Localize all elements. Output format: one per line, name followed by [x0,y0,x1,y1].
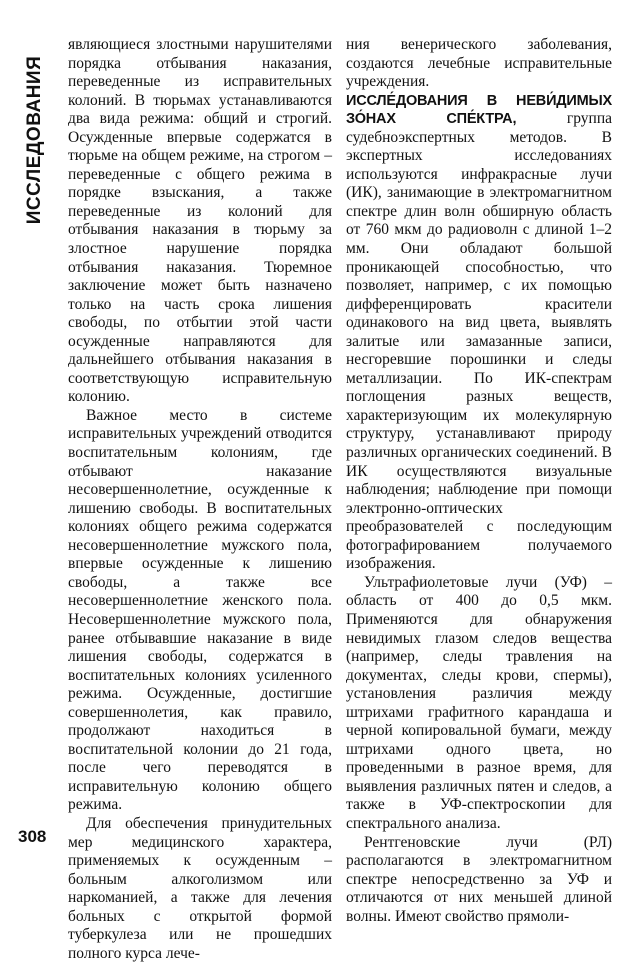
entry-body: группа судебноэкспертных методов. В экспертных исследованиях используются инфракрасные лучи (ИК), занимающие в электромагнитном спектре длин волн обширную область от 760 мкм до радиоволн с длиной 1–2 мм. Они обладают большой проникающей способностью, что позволяет, например, с их помощью дифференцировать красители одинакового на вид цвета, выявлять залитые или замазанные записи, несгоревшие порошинки и следы металлизации. По ИК-спектрам поглощения разных веществ, характеризующим их молекулярную структуру, устанавливают природу различных органических соединений. В ИК осуществляются визуальные наблюдения; наблюдение при помощи электронно-оптических преобразователей с последующим фотографированием получаемого изображения. [346,110,613,573]
running-header [22,40,48,240]
paragraph: Для обеспечения принудительных мер медицинского характера, применяемых к осужденным – больным алкоголизмом или наркоманией, а также для лечения больных с открытой формой туберкулеза или не прошедших полного курса лече- [68,814,332,962]
paragraph: Важное место в системе исправительных учреждений отводится воспитательным колониям, где отбывают наказание несовершеннолетние, осужденные к лишению свободы. В воспитательных колониях общего режима содержатся несовершеннолетние мужского пола, впервые осужденные к лишению свободы, а также все несовершеннолетние женского пола. Несовершеннолетние мужского пола, ранее отбывавшие наказание в виде лишения свободы, содержатся в воспитательных колониях усиленного режима. Осужденные, достигшие совершеннолетия, как правило, продолжают находиться в воспитательной колонии до 21 года, после чего переводятся в исправительную колонию общего режима. [68,406,332,814]
paragraph: являющиеся злостными нарушителями порядка отбывания наказания, переведенные из исправительных колоний. В тюрьмах устанавливаются два вида режима: общий и строгий. Осужденные впервые содержатся в тюрьме на общем режиме, на строгом – переведенные с общего режима в порядке взыскания, а также переведенные из колоний для отбывания наказания в тюрьму за злостное нарушение порядка отбывания наказания. Тюремное заключение может быть назначено только на часть срока лишения свободы, по отбытии этой части осужденные направляются для дальнейшего отбывания наказания в соответствующую исправительную колонию. [68,36,332,406]
left-column [68,36,332,963]
page-number: 308 [18,827,47,846]
running-header-text: ИССЛЕДОВАНИЯ [24,55,46,225]
entry-headword: ИССЛЕ́ДОВАНИЯ В НЕВИ́ДИМЫХ ЗО́НАХ СПЕ́КТРА, [346,92,612,128]
paragraph: ния венерического заболевания, создаются лечебные исправительные учреждения. [346,36,612,91]
right-column [346,36,612,926]
entry-paragraph [346,92,612,574]
paragraph: Ультрафиолетовые лучи (УФ) – область от 400 до 0,5 мкм. Применяются для обнаружения невидимых глазом следов вещества (например, следы травления на документах, следы крови, спермы), установления различия между штрихами графитного карандаша и черной копировальной бумаги, между штрихами одного цвета, но проведенными в разное время, для выявления различных пятен и следов, а также в УФ-спектроскопии для спектрального анализа. [346,573,612,832]
paragraph: Рентгеновские лучи (РЛ) располагаются в электромагнитном спектре непосредственно за УФ и отличаются от них меньшей длиной волны. Имеют свойство прямоли- [346,833,612,925]
